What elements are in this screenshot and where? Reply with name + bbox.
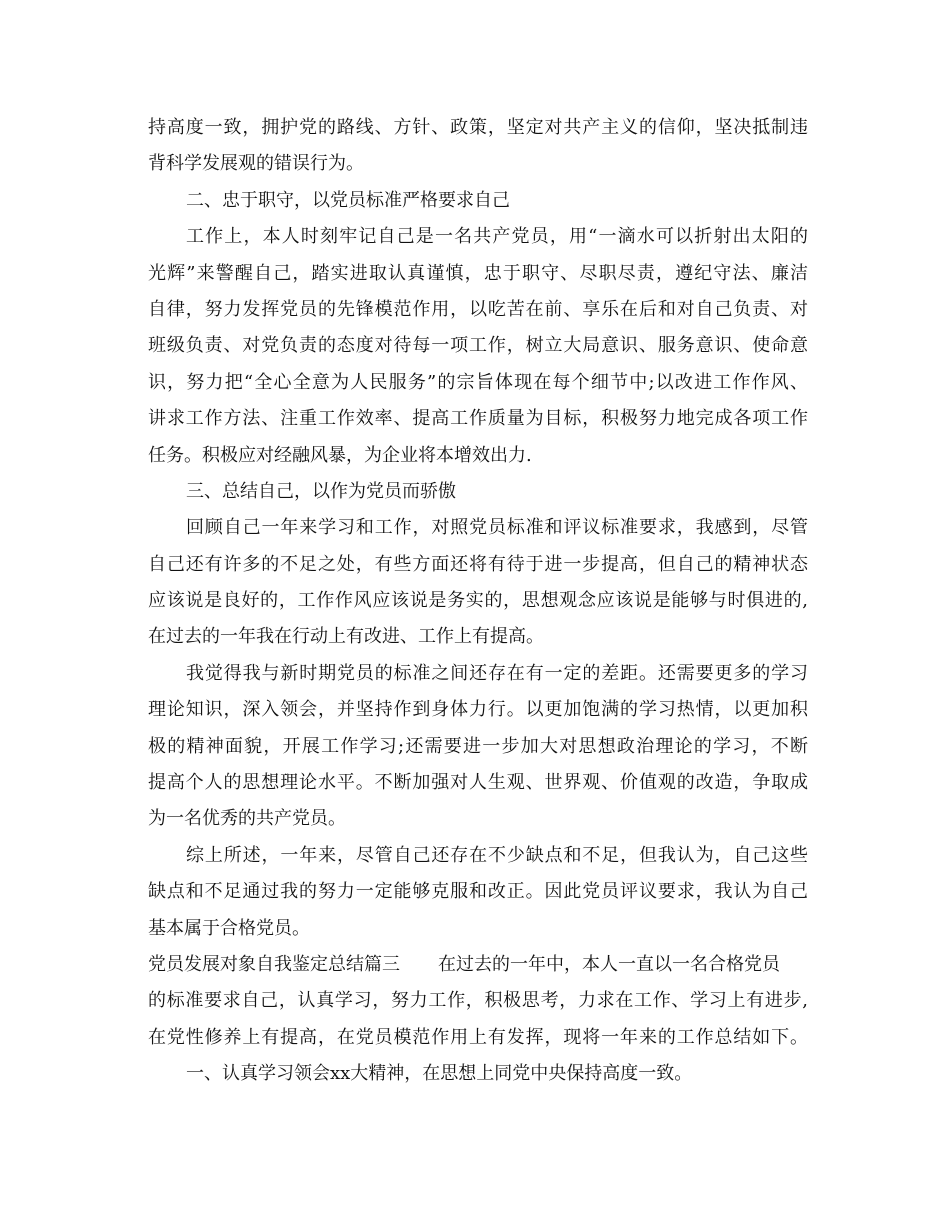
text-line: 回顾自己一年来学习和工作，对照党员标准和评议标准要求，我感到，尽管: [186, 517, 808, 539]
text-line: 应该说是良好的，工作作风应该说是务实的，思想观念应该说是能够与时俱进的,: [148, 590, 808, 612]
text-line: 班级负责、对党负责的态度对待每一项工作，树立大局意识、服务意识、使命意: [148, 335, 808, 357]
text-line: 缺点和不足通过我的努力一定能够克服和改正。因此党员评议要求，我认为自己: [148, 881, 808, 903]
text-line: 我觉得我与新时期党员的标准之间还存在有一定的差距。还需要更多的学习: [186, 662, 808, 684]
section-heading-2: 二、忠于职守，以党员标准严格要求自己: [186, 189, 510, 211]
text-line: 任务。积极应对经融风暴，为企业将本增效出力.: [148, 444, 532, 466]
text-line: 讲求工作方法、注重工作效率、提高工作质量为目标，积极努力地完成各项工作: [148, 408, 808, 430]
text-line: 工作上，本人时刻牢记自己是一名共产党员，用“一滴水可以折射出太阳的: [186, 226, 808, 248]
text-line: 光辉”来警醒自己，踏实进取认真谨慎，忠于职守、尽职尽责，遵纪守法、廉洁: [148, 262, 808, 284]
text-line: 极的精神面貌，开展工作学习;还需要进一步加大对思想政治理论的学习，不断: [148, 735, 808, 757]
section-heading-3: 三、总结自己，以作为党员而骄傲: [186, 480, 456, 502]
text-line: 在过去的一年我在行动上有改进、工作上有提高。: [148, 626, 544, 648]
text-line: 综上所述，一年来，尽管自己还存在不少缺点和不足，但我认为，自己这些: [186, 844, 808, 866]
text-line: 在党性修养上有提高，在党员模范作用上有发挥，现将一年来的工作总结如下。: [148, 1026, 808, 1048]
section-heading-1: 一、认真学习领会xx大精神，在思想上同党中央保持高度一致。: [186, 1063, 693, 1085]
article-intro: 在过去的一年中，本人一直以一名合格党员: [438, 953, 780, 975]
text-line: 提高个人的思想理论水平。不断加强对人生观、世界观、价值观的改造，争取成: [148, 772, 808, 794]
document-body: [148, 110, 808, 1093]
text-line: 基本属于合格党员。: [148, 917, 310, 939]
article-title: 党员发展对象自我鉴定总结篇三: [148, 953, 400, 975]
text-line: 识，努力把“全心全意为人民服务”的宗旨体现在每个细节中;以改进工作作风、: [148, 371, 808, 393]
text-line: 背科学发展观的错误行为。: [148, 153, 364, 175]
article-heading-line: [148, 947, 808, 983]
text-line: 理论知识，深入领会，并坚持作到身体力行。以更加饱满的学习热情，以更加积: [148, 699, 808, 721]
text-line: 的标准要求自己，认真学习，努力工作，积极思考，力求在工作、学习上有进步,: [148, 990, 808, 1012]
text-line: 为一名优秀的共产党员。: [148, 808, 346, 830]
text-line: 自己还有许多的不足之处，有些方面还将有待于进一步提高，但自己的精神状态: [148, 553, 808, 575]
text-line: 持高度一致，拥护党的路线、方针、政策，坚定对共产主义的信仰，坚决抵制违: [148, 117, 808, 138]
text-line: 自律，努力发挥党员的先锋模范作用，以吃苦在前、享乐在后和对自己负责、对: [148, 298, 808, 320]
